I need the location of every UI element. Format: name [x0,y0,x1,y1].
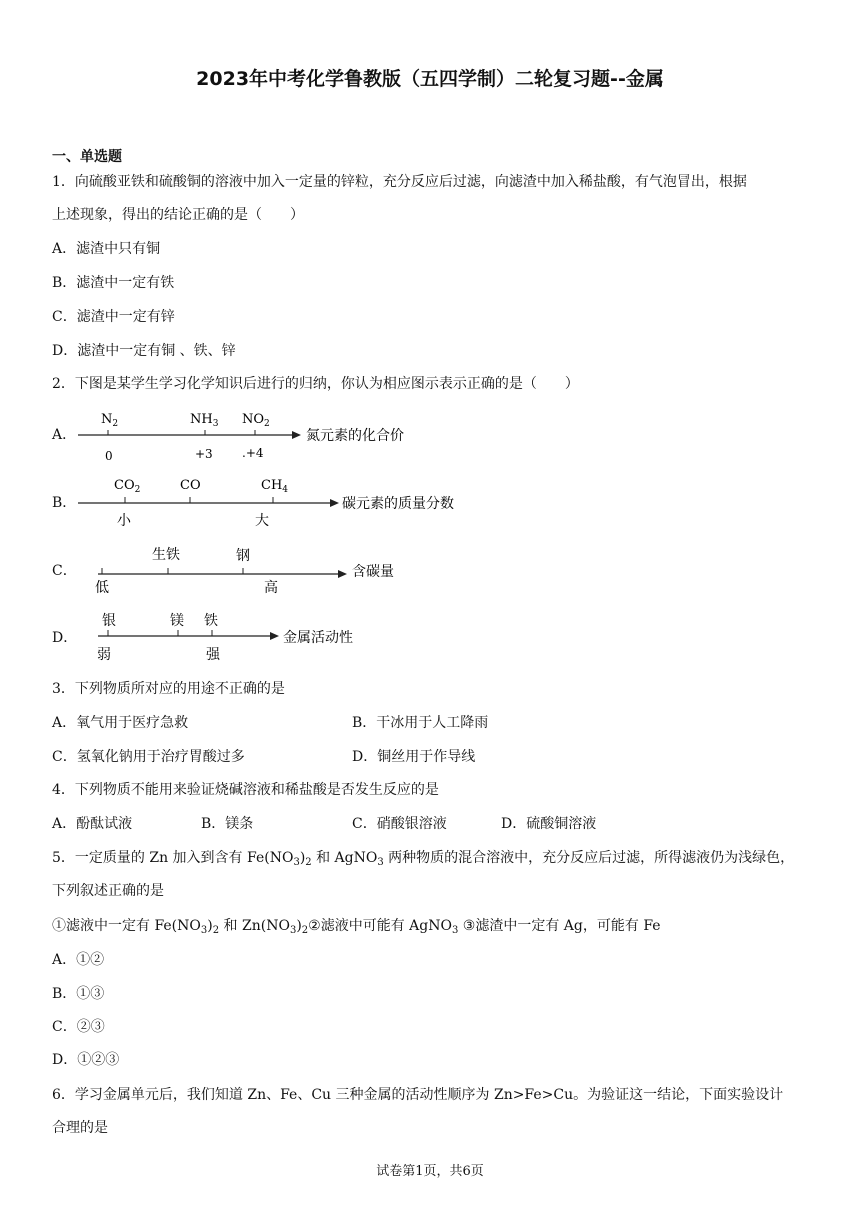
axis-label: 含碳量 [352,564,394,580]
q1-option-d: D．滤渣中一定有铜 、铁、锌 [52,343,236,359]
q2-option-a-diagram [70,400,430,464]
label-silver: 银 [102,613,116,629]
label-iron: 铁 [204,613,218,629]
q2-option-d-label: D． [52,630,78,646]
q5-option-b: B．①③ [52,986,105,1002]
label-no2: $NO_2$ [242,412,270,429]
label-co: CO [180,478,201,493]
low-label: 小 [117,513,131,529]
q2-option-d-diagram [70,604,430,668]
q6-stem-line2: 合理的是 [52,1120,108,1136]
q1-option-a: A．滤渣中只有铜 [52,241,161,257]
label-ch4: $CH_4$ [261,478,289,495]
axis-arrow [338,570,347,578]
q1-stem-line2: 上述现象，得出的结论正确的是（ ） [52,207,304,223]
q4-stem: 4．下列物质不能用来验证烧碱溶液和稀盐酸是否发生反应的是 [52,782,439,798]
page-title: 2023年中考化学鲁教版（五四学制）二轮复习题--金属 [196,68,664,90]
q1-option-b: B．滤渣中一定有铁 [52,275,175,291]
axis-label: 氮元素的化合价 [306,428,404,444]
axis-label: 金属活动性 [283,630,353,646]
label-pig-iron: 生铁 [152,547,180,563]
q5-option-d: D．①②③ [52,1052,120,1068]
label-magnesium: 镁 [170,613,184,629]
q1-option-c: C．滤渣中一定有锌 [52,309,175,325]
q3-option-c: C．氢氧化钠用于治疗胃酸过多 [52,749,245,765]
q2-option-c-diagram [70,536,430,600]
weak-label: 弱 [97,647,111,663]
q1-stem-line1: 1．向硫酸亚铁和硫酸铜的溶液中加入一定量的锌粒，充分反应后过滤，向滤渣中加入稀盐酸，有气泡冒出，根据 [52,174,747,190]
label-n2: $N_2$ [101,412,119,429]
q6-stem-line1: 6．学习金属单元后，我们知道 Zn、Fe、Cu 三种金属的活动性顺序为 Zn>Fe>Cu。为验证这一结论，下面实验设计 [52,1087,784,1103]
q2-option-b-label: B． [52,495,77,511]
q4-option-d: D．硫酸铜溶液 [501,816,597,832]
high-label: 大 [255,513,269,529]
page-footer: 试卷第1页，共6页 [376,1164,484,1179]
q4-option-c: C．硝酸银溶液 [352,816,447,832]
axis-arrow [330,499,339,507]
q5-option-c: C．②③ [52,1019,105,1035]
value-plus4: .+4 [242,446,264,460]
q2-option-c-label: C． [52,563,77,579]
axis-label: 碳元素的质量分数 [342,496,454,512]
q4-option-a: A．酚酞试液 [52,816,133,832]
axis-arrow [292,431,301,439]
q2-option-a-label: A． [52,427,77,443]
label-steel: 钢 [236,548,250,564]
value-plus3: +3 [195,447,213,461]
q3-option-b: B．干冰用于人工降雨 [352,715,489,731]
high-label: 高 [264,580,278,596]
q5-stem-line2: 下列叙述正确的是 [52,883,164,899]
q5-option-a: A．①② [52,952,105,968]
q2-stem: 2．下图是某学生学习化学知识后进行的归纳，你认为相应图示表示正确的是（ ） [52,376,579,392]
value-0: 0 [105,449,113,463]
label-co2: $CO_2$ [114,478,141,495]
axis-arrow [270,632,279,640]
q5-statements: ①滤液中一定有 $Fe(NO_3)_2$ 和 $Zn(NO_3)_2②$滤液中可能有 AgNO$_3$ ③滤渣中一定有 Ag，可能有 Fe [52,918,661,936]
section-heading: 一、单选题 [52,149,122,165]
q3-option-a: A．氧气用于医疗急救 [52,715,189,731]
low-label: 低 [95,580,109,596]
q2-option-b-diagram [70,468,490,532]
q3-stem: 3．下列物质所对应的用途不正确的是 [52,681,285,697]
q4-option-b: B．镁条 [201,816,254,832]
label-nh3: $NH_3$ [190,412,219,429]
q3-option-d: D．铜丝用于作导线 [352,749,476,765]
strong-label: 强 [206,647,220,663]
q5-stem-line1: 5．一定质量的 Zn 加入到含有 $Fe(NO_3)_2$ 和 AgNO$_3$ 两种物质的混合溶液中，充分反应后过滤，所得滤液仍为浅绿色， [52,850,795,868]
